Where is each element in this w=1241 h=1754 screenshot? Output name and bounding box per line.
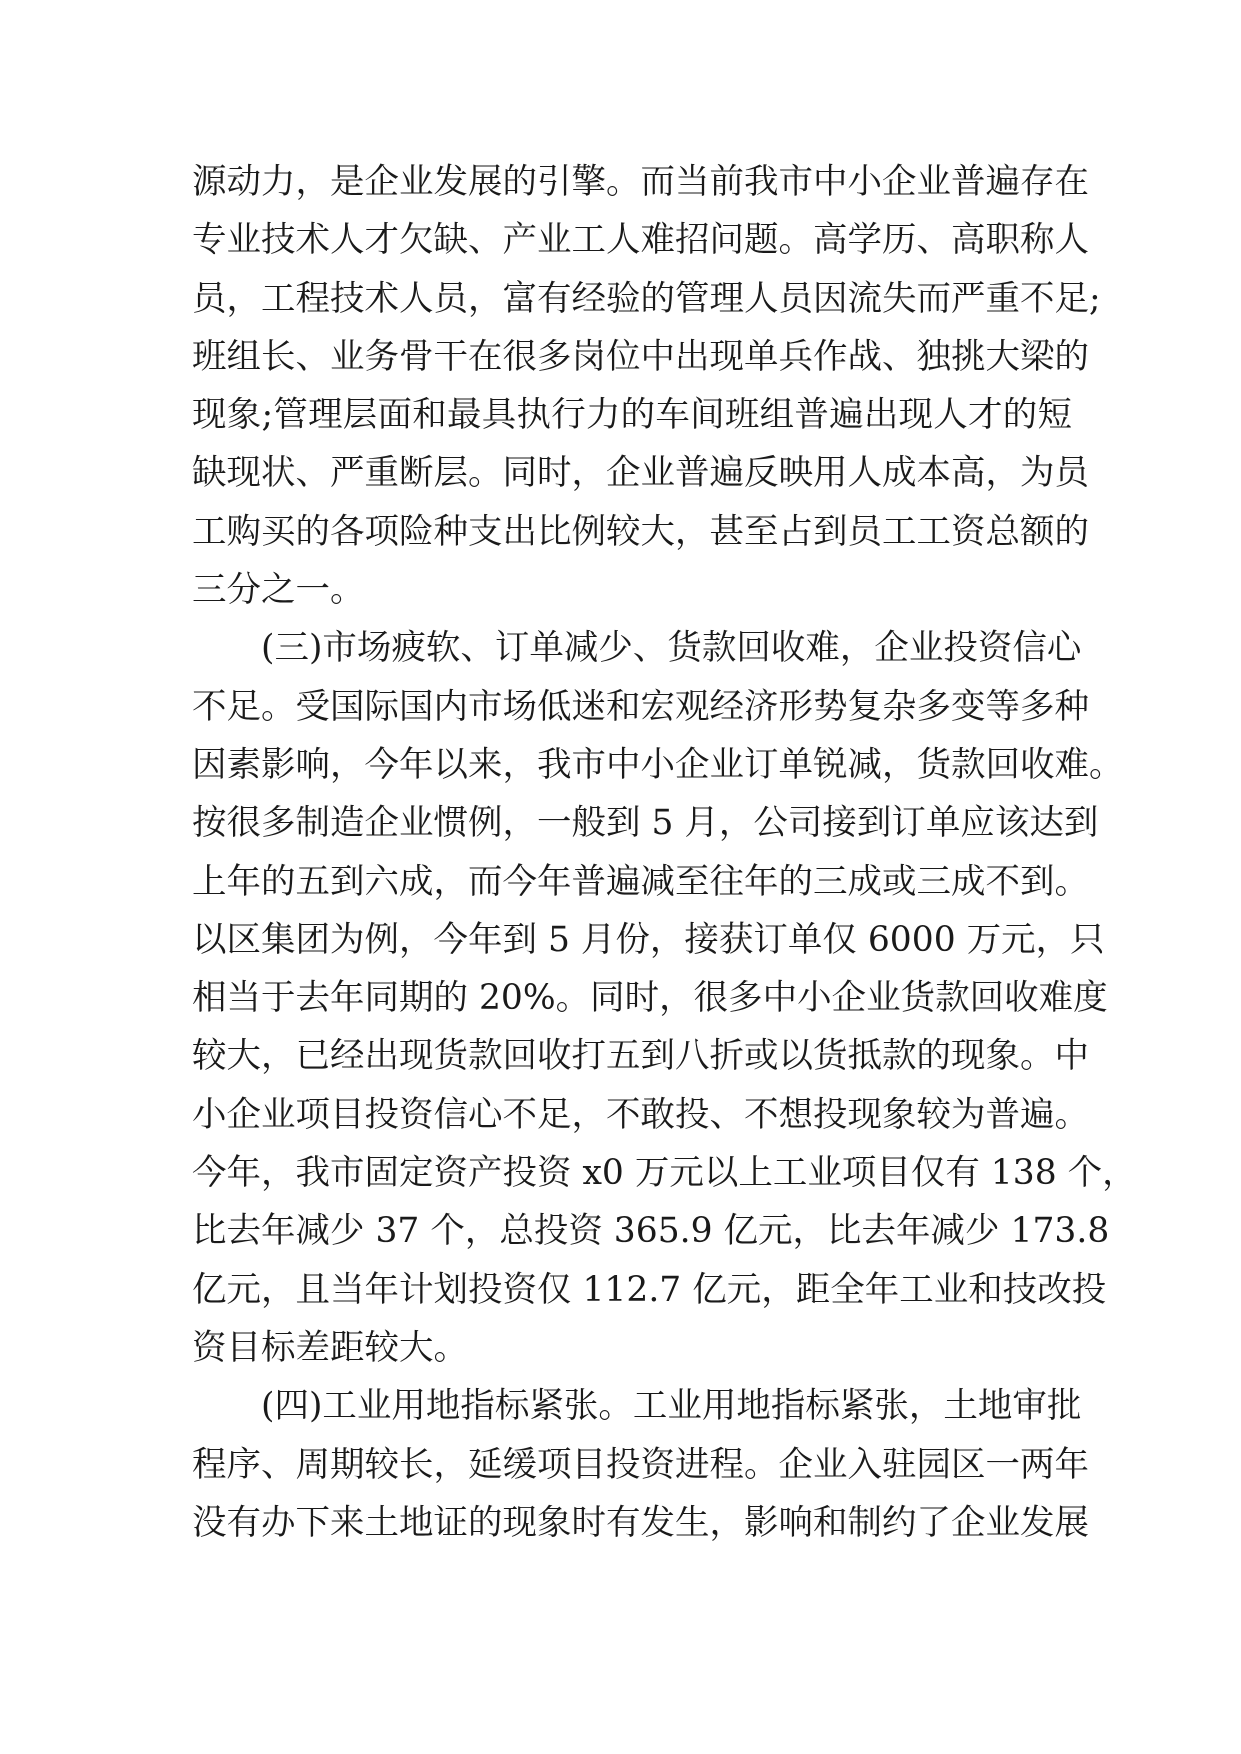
text-line: 没有办下来土地证的现象时有发生，影响和制约了企业发展 (192, 1502, 1089, 1543)
text-line: 专业技术人才欠缺、产业工人难招问题。高学历、高职称人 (192, 220, 1089, 261)
text-line: 源动力，是企业发展的引擎。而当前我市中小企业普遍存在 (192, 162, 1089, 202)
text-line: 班组长、业务骨干在很多岗位中出现单兵作战、独挑大梁的 (192, 336, 1089, 377)
text-line: 现象;管理层面和最具执行力的车间班组普遍出现人才的短 (192, 395, 1072, 436)
section-heading-three: (三)市场疲软、订单减少、货款回收难，企业投资信心 (261, 628, 1082, 669)
text-line: 缺现状、严重断层。同时，企业普遍反映用人成本高，为员 (192, 453, 1089, 494)
text-line: 较大，已经出现货款回收打五到八折或以货抵款的现象。中 (192, 1036, 1089, 1077)
text-line: 相当于去年同期的 20%。同时，很多中小企业货款回收难度 (192, 978, 1108, 1019)
text-line: 三分之一。 (192, 570, 365, 611)
text-line: 员，工程技术人员，富有经验的管理人员因流失而严重不足; (192, 278, 1101, 319)
section-heading-four: (四)工业用地指标紧张。工业用地指标紧张，土地审批 (261, 1386, 1082, 1427)
text-line: 不足。受国际国内市场低迷和宏观经济形势复杂多变等多种 (192, 686, 1089, 727)
text-line: 今年，我市固定资产投资 x0 万元以上工业项目仅有 138 个， (192, 1153, 1137, 1194)
text-line: 小企业项目投资信心不足，不敢投、不想投现象较为普遍。 (192, 1094, 1089, 1135)
text-line: 资目标差距较大。 (192, 1327, 468, 1368)
text-line: 按很多制造企业惯例，一般到 5 月，公司接到订单应该达到 (192, 803, 1099, 844)
text-line: 以区集团为例，今年到 5 月份，接获订单仅 6000 万元，只 (192, 919, 1105, 960)
body-text (192, 153, 1137, 1552)
text-line: 上年的五到六成，而今年普遍减至往年的三成或三成不到。 (192, 861, 1089, 902)
text-line: 程序、周期较长，延缓项目投资进程。企业入驻园区一两年 (192, 1444, 1089, 1485)
text-line: 因素影响，今年以来，我市中小企业订单锐减，货款回收难。 (192, 744, 1124, 785)
text-line: 工购买的各项险种支出比例较大，甚至占到员工工资总额的 (192, 511, 1089, 552)
text-line: 亿元，且当年计划投资仅 112.7 亿元，距全年工业和技改投 (192, 1269, 1107, 1310)
text-line: 比去年减少 37 个，总投资 365.9 亿元，比去年减少 173.8 (192, 1211, 1110, 1252)
